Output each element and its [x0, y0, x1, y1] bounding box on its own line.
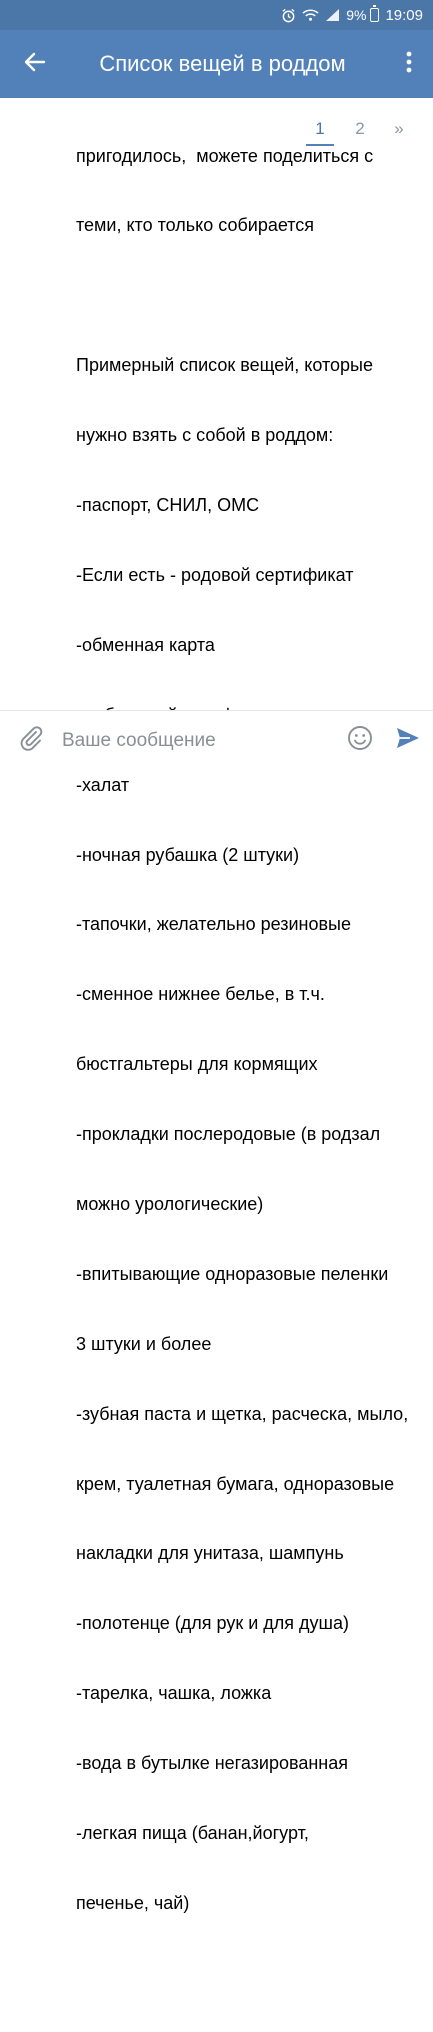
text-line: бюстгальтеры для кормящих: [76, 1054, 318, 1075]
clock: 19:09: [385, 6, 423, 24]
text-line: Примерный список вещей, которые: [76, 355, 373, 376]
status-bar: [0, 0, 433, 30]
app-bar: [0, 30, 433, 98]
text-line: -паспорт, СНИЛ, ОМС: [76, 495, 260, 516]
emoji-button[interactable]: [337, 711, 383, 771]
more-menu-button[interactable]: [385, 30, 433, 98]
text-line: можно урологические): [76, 1193, 264, 1214]
text-line: -впитывающие одноразовые пеленки: [76, 1263, 389, 1284]
back-button[interactable]: [0, 30, 70, 98]
text-line: нужно взять с собой в роддом:: [76, 425, 334, 446]
text-line: -халат: [76, 774, 130, 795]
text-line: -тарелка, чашка, ложка: [76, 1683, 272, 1704]
text-line: -Если есть - родовой сертификат: [76, 564, 354, 585]
text-line: -полотенце (для рук и для душа): [76, 1613, 349, 1634]
text-line: -ночная рубашка (2 штуки): [76, 844, 300, 865]
text-line: [76, 284, 421, 307]
paperclip-icon: [19, 725, 43, 756]
back-arrow-icon: [24, 52, 46, 77]
text-line: теми, кто только собирается: [76, 215, 315, 236]
alarm-icon: [281, 8, 296, 23]
text-line: [76, 1962, 421, 1985]
battery-icon: [370, 8, 379, 22]
page-title: Список вещей в роддом: [99, 51, 346, 76]
text-line: -прокладки послеродовые (в родзал: [76, 1124, 381, 1145]
text-line: -вода в бутылке негазированная: [76, 1753, 349, 1774]
signal-icon: [325, 8, 340, 22]
text-line: -легкая пища (банан,йогурт,: [76, 1822, 309, 1843]
pagination: [300, 112, 418, 146]
message-composer: [0, 710, 433, 770]
battery-percent: 9%: [346, 7, 367, 23]
send-button[interactable]: [383, 711, 433, 771]
attach-button[interactable]: [0, 711, 62, 771]
text-line: -обменная карта: [76, 634, 215, 655]
post-text: [76, 98, 421, 2032]
send-icon: [395, 726, 421, 755]
page-2-button[interactable]: 2: [355, 119, 365, 138]
smiley-icon: [347, 725, 373, 756]
wifi-icon: [302, 8, 319, 22]
text-line: печенье, чай): [76, 1892, 190, 1913]
text-line: -сменное нижнее белье, в т.ч.: [76, 984, 325, 1005]
text-line: -зубная паста и щетка, расческа, мыло,: [76, 1403, 409, 1424]
post-content[interactable]: [0, 98, 433, 1913]
text-line: 3 штуки и более: [76, 1333, 212, 1354]
text-line: накладки для унитаза, шампунь: [76, 1543, 344, 1564]
text-line: -тапочки, желательно резиновые: [76, 914, 351, 935]
message-input[interactable]: [62, 721, 337, 761]
text-line: крем, туалетная бумага, одноразовые: [76, 1473, 395, 1494]
more-vertical-icon: [406, 51, 412, 78]
text-line: пригодилось, можете поделиться с: [76, 145, 374, 166]
next-page-button[interactable]: »: [394, 119, 404, 138]
page-1-button[interactable]: 1: [300, 112, 340, 146]
